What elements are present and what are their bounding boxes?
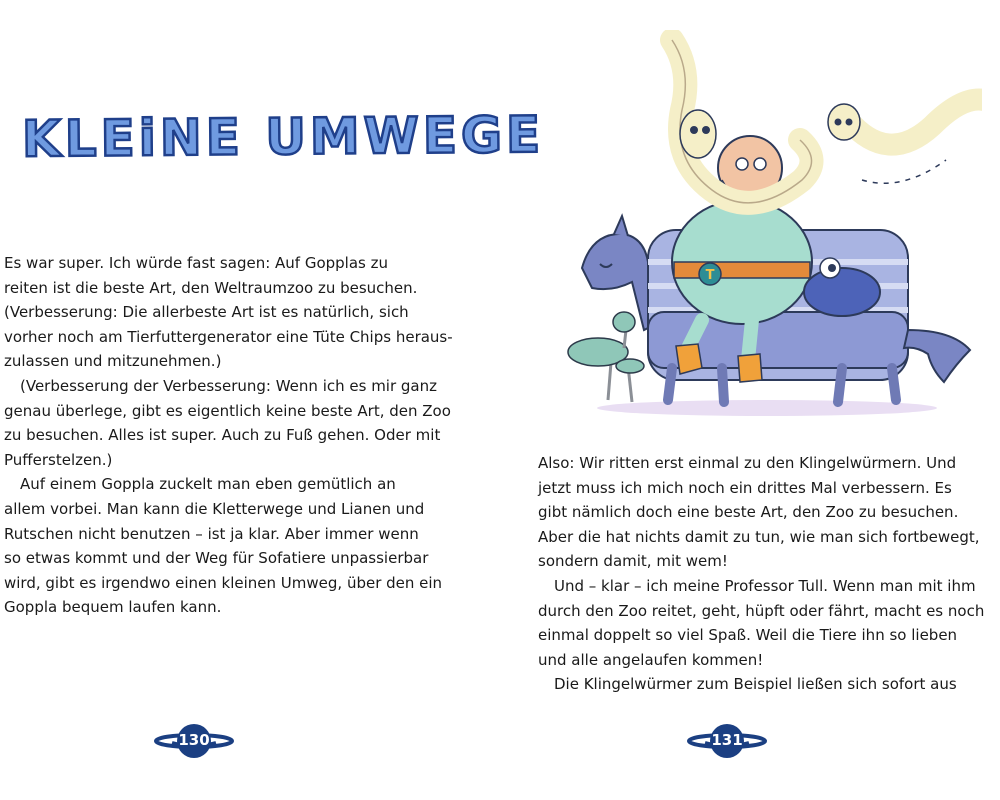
- text-line: durch den Zoo reitet, geht, hüpft oder fährt, macht es noch: [538, 601, 985, 620]
- text-line: Pufferstelzen.): [4, 450, 113, 469]
- text-line: genau überlege, gibt es eigentlich keine beste Art, den Zoo: [4, 401, 451, 420]
- text-line: Goppla bequem laufen kann.: [4, 598, 222, 617]
- left-body-text: [4, 251, 453, 620]
- text-line: Und – klar – ich meine Professor Tull. Wenn man mit ihm: [554, 576, 976, 595]
- page-number-left: [152, 722, 236, 760]
- text-line: Es war super. Ich würde fast sagen: Auf Gopplas zu: [4, 254, 389, 272]
- text-line: Aber die hat nichts damit zu tun, wie man sich fortbewegt,: [538, 527, 980, 546]
- text-line: sondern damit, mit wem!: [538, 552, 728, 571]
- text-line: reiten ist die beste Art, den Weltraumzoo zu besuchen.: [4, 278, 418, 297]
- text-line: wird, gibt es irgendwo einen kleinen Umweg, über den ein: [4, 573, 443, 592]
- page-number-text: 130: [178, 731, 210, 749]
- text-line: einmal doppelt so viel Spaß. Weil die Tiere ihn so lieben: [538, 626, 958, 645]
- text-line: Auf einem Goppla zuckelt man eben gemütlich an: [20, 475, 396, 494]
- text-line: jetzt muss ich mich noch ein drittes Mal verbessern. Es: [538, 478, 952, 497]
- right-body-text: [538, 451, 985, 697]
- text-line: (Verbesserung der Verbesserung: Wenn ich es mir ganz: [20, 376, 438, 395]
- text-line: Die Klingelwürmer zum Beispiel ließen sich sofort aus: [554, 675, 957, 694]
- text-line: allem vorbei. Man kann die Kletterwege und Lianen und: [4, 499, 425, 518]
- chapter-title: KLEiNE UMWEGE: [21, 105, 545, 169]
- professor-on-sofa-creature-illustration: [552, 30, 982, 435]
- page-number-text: 131: [711, 731, 743, 749]
- text-line: zu besuchen. Alles ist super. Auch zu Fuß gehen. Oder mit: [4, 426, 441, 445]
- text-line: und alle angelaufen kommen!: [538, 650, 764, 669]
- text-line: so etwas kommt und der Weg für Sofatiere unpassierbar: [4, 549, 429, 568]
- text-line: Rutschen nicht benutzen – ist ja klar. Aber immer wenn: [4, 524, 419, 543]
- text-line: (Verbesserung: Die allerbeste Art ist es natürlich, sich: [4, 303, 409, 322]
- text-line: Also: Wir ritten erst einmal zu den Klingelwürmern. Und: [538, 454, 957, 472]
- text-line: gibt nämlich doch eine beste Art, den Zoo zu besuchen.: [538, 503, 959, 522]
- right-page: [500, 0, 1000, 800]
- text-line: vorher noch am Tierfuttergenerator eine Tüte Chips heraus-: [4, 327, 453, 346]
- text-line: zulassen und mitzunehmen.): [4, 352, 222, 371]
- svg-text:T: T: [705, 268, 715, 283]
- page-number-right: [685, 722, 769, 760]
